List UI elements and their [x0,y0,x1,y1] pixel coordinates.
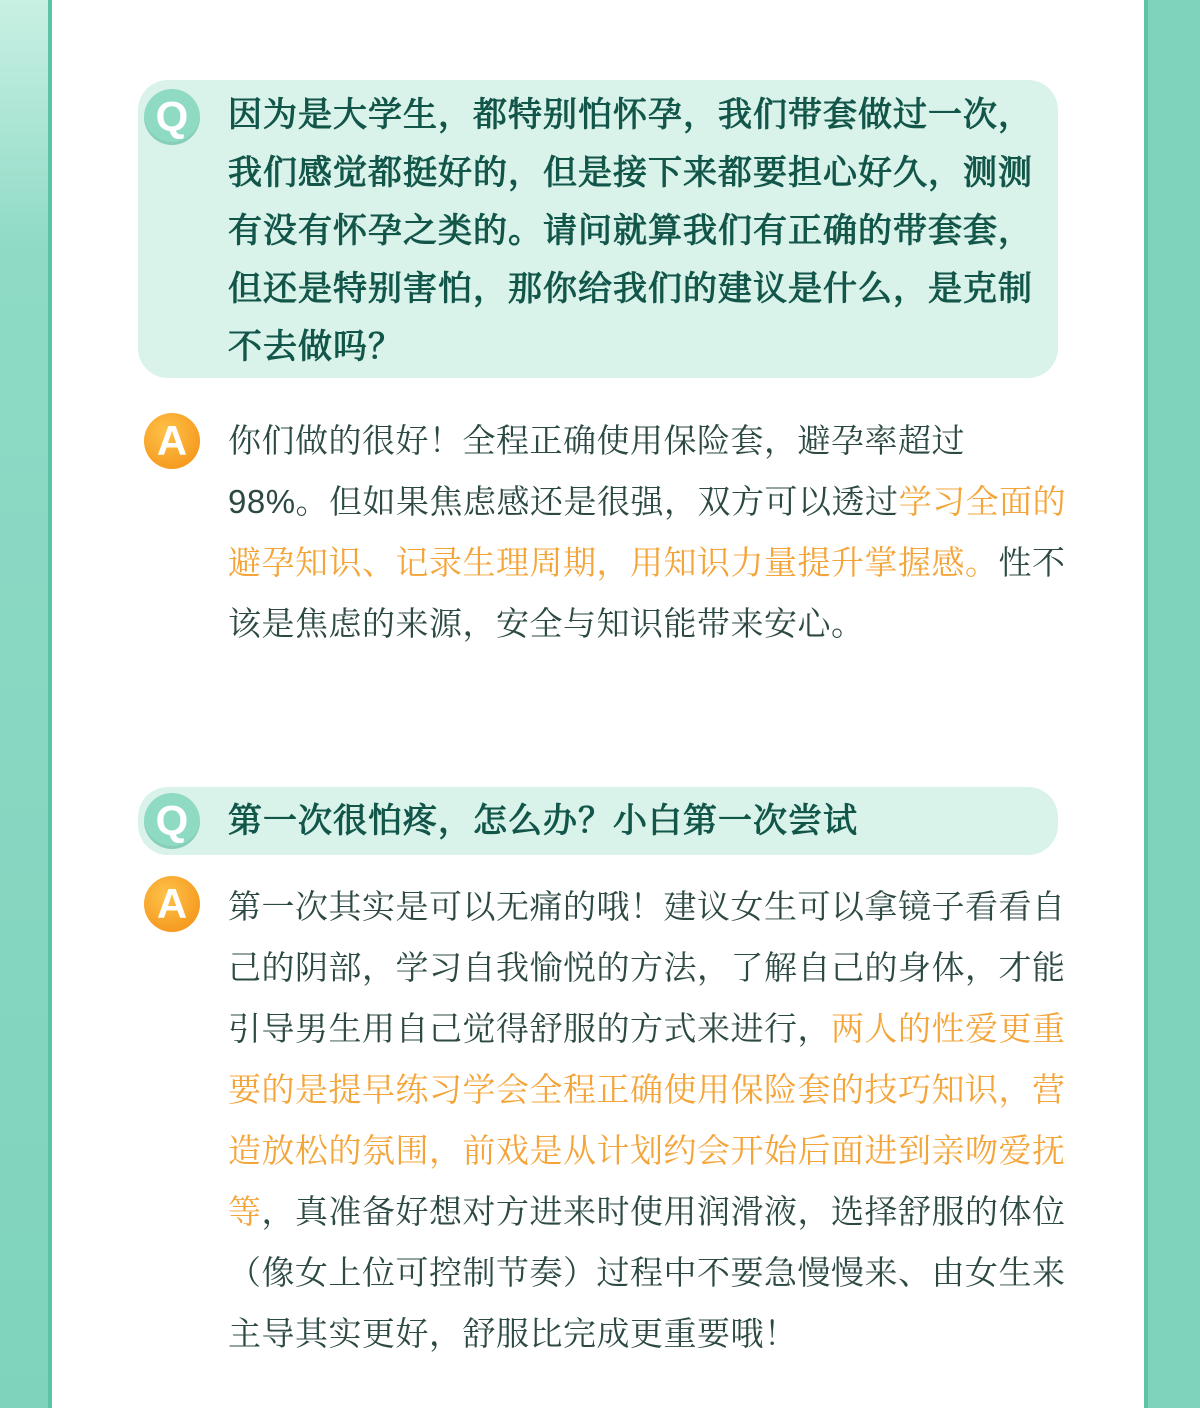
answer-highlight: 学习全面的避孕知识、记录生理周期，用知识力量提升掌握感。 [228,483,1067,581]
question-text-2: 第一次很怕疼，怎么办？小白第一次尝试 [228,802,858,840]
answer-text-2 [228,876,1068,1364]
answer-text-segment: 性不该是焦虑的来源，安全与知识能带来安心。 [228,544,1066,642]
answer-text-segment: ，真准备好想对方进来时使用润滑液，选择舒服的体位（像女上位可控制节奏）过程中不要急慢慢来、由女生来主导其实更好，舒服比完成更重要哦！ [228,1193,1066,1352]
right-teal-border [1144,0,1200,1408]
answer-badge-icon: A [144,413,200,469]
answer-text-segment: 你们做的很好！全程正确使用保险套，避孕率超过 98%。但如果焦虑感还是很强，双方可以透过 [228,422,965,520]
left-teal-border [0,0,52,1408]
question-badge-icon: Q [144,793,200,849]
question-badge-icon: Q [144,89,200,145]
answer-text-segment: 第一次其实是可以无痛的哦！建议女生可以拿镜子看看自己的阴部，学习自我愉悦的方法，了解自己的身体，才能引导男生用自己觉得舒服的方式来进行， [228,888,1066,1047]
answer-badge-icon: A [144,876,200,932]
answer-text-1 [228,410,1068,654]
question-text-1: 因为是大学生，都特别怕怀孕，我们带套做过一次，我们感觉都挺好的，但是接下来都要担心好久，测测有没有怀孕之类的。请问就算我们有正确的带套套，但还是特别害怕，那你给我们的建议是什么，是克制不去做吗？ [228,96,1033,366]
answer-highlight: 两人的性爱更重要的是提早练习学会全程正确使用保险套的技巧知识，营造放松的氛围，前戏是从计划约会开始后面进到亲吻爱抚等 [228,1010,1066,1230]
